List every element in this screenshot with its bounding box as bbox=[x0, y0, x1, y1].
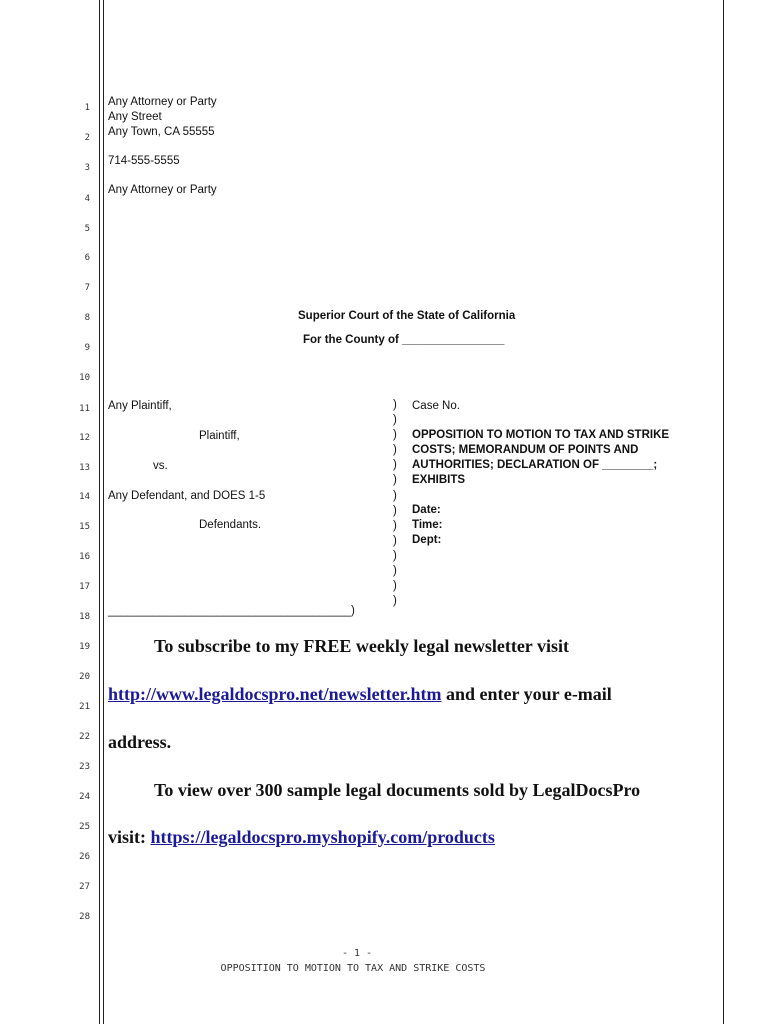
right-margin-rule bbox=[723, 0, 724, 1024]
plaintiff-label: Plaintiff, bbox=[199, 430, 240, 442]
plaintiff-name: Any Plaintiff, bbox=[108, 400, 172, 412]
caption-paren: ) bbox=[393, 595, 397, 608]
caption-paren: ) bbox=[393, 489, 397, 502]
versus: vs. bbox=[153, 460, 168, 472]
case-title-line-2: COSTS; MEMORANDUM OF POINTS AND bbox=[412, 444, 639, 456]
defendant-label: Defendants. bbox=[199, 519, 262, 531]
caption-paren: ) bbox=[393, 534, 397, 547]
documents-line-1: To view over 300 sample legal documents sold by LegalDocsPro bbox=[154, 780, 641, 800]
case-title-line-1: OPPOSITION TO MOTION TO TAX AND STRIKE bbox=[412, 429, 670, 441]
line-number: 1 bbox=[84, 103, 90, 113]
footer-title: OPPOSITION TO MOTION TO TAX AND STRIKE COSTS bbox=[220, 963, 486, 974]
line-number: 4 bbox=[84, 194, 90, 204]
court-county: For the County of ________________ bbox=[303, 334, 505, 346]
line-number: 17 bbox=[79, 582, 90, 592]
footer-page-number: - 1 - bbox=[341, 948, 373, 959]
line-number: 28 bbox=[79, 912, 90, 922]
caption-parentheses bbox=[393, 398, 397, 609]
attorney-phone: 714-555-5555 bbox=[108, 155, 180, 167]
line-number: 21 bbox=[79, 702, 90, 712]
newsletter-link[interactable]: http://www.legaldocspro.net/newsletter.htm bbox=[108, 684, 442, 704]
line-number: 26 bbox=[79, 852, 90, 862]
court-name: Superior Court of the State of California bbox=[298, 310, 516, 322]
caption-paren: ) bbox=[393, 444, 397, 457]
line-number: 6 bbox=[84, 253, 90, 263]
hearing-date: Date: bbox=[412, 504, 441, 516]
caption-paren: ) bbox=[393, 549, 397, 562]
case-title-line-3: AUTHORITIES; DECLARATION OF ________; bbox=[412, 459, 658, 471]
documents-line-2 bbox=[108, 827, 495, 848]
left-margin-rule bbox=[99, 0, 100, 1024]
caption-paren: ) bbox=[393, 429, 397, 442]
left-margin-rule-inner bbox=[103, 0, 104, 1024]
line-number: 12 bbox=[79, 433, 90, 443]
line-number: 22 bbox=[79, 732, 90, 742]
caption-paren: ) bbox=[393, 504, 397, 517]
caption-close-line: ______________________________________) bbox=[108, 605, 355, 617]
case-title-line-4: EXHIBITS bbox=[412, 474, 466, 486]
attorney-for: Any Attorney or Party bbox=[108, 184, 217, 196]
products-link[interactable]: https://legaldocspro.myshopify.com/products bbox=[150, 827, 495, 847]
line-number: 8 bbox=[84, 313, 90, 323]
newsletter-line-2-rest: and enter your e-mail bbox=[441, 684, 612, 704]
hearing-time: Time: bbox=[412, 519, 443, 531]
attorney-street: Any Street bbox=[108, 111, 162, 123]
caption-paren: ) bbox=[393, 580, 397, 593]
line-number: 23 bbox=[79, 762, 90, 772]
attorney-name: Any Attorney or Party bbox=[108, 96, 217, 108]
line-number: 5 bbox=[84, 224, 90, 234]
line-number: 2 bbox=[84, 133, 90, 143]
caption-paren: ) bbox=[393, 565, 397, 578]
caption-paren: ) bbox=[393, 414, 397, 427]
line-number: 3 bbox=[84, 163, 90, 173]
line-number: 20 bbox=[79, 672, 90, 682]
newsletter-line-2 bbox=[108, 684, 612, 705]
line-number: 14 bbox=[79, 492, 90, 502]
line-number: 19 bbox=[79, 642, 90, 652]
line-number: 9 bbox=[84, 343, 90, 353]
line-number: 18 bbox=[79, 612, 90, 622]
newsletter-line-1: To subscribe to my FREE weekly legal newsletter visit bbox=[154, 636, 569, 656]
caption-paren: ) bbox=[393, 459, 397, 472]
line-number: 7 bbox=[84, 283, 90, 293]
line-number: 25 bbox=[79, 822, 90, 832]
line-number: 15 bbox=[79, 522, 90, 532]
documents-prefix: visit: bbox=[108, 827, 151, 847]
newsletter-line-3: address. bbox=[108, 732, 172, 752]
attorney-city: Any Town, CA 55555 bbox=[108, 126, 215, 138]
line-number: 10 bbox=[79, 373, 90, 383]
hearing-dept: Dept: bbox=[412, 534, 442, 546]
case-number: Case No. bbox=[412, 400, 460, 412]
caption-paren: ) bbox=[393, 399, 397, 411]
line-number: 11 bbox=[79, 404, 90, 414]
caption-paren: ) bbox=[393, 519, 397, 532]
line-number: 13 bbox=[79, 463, 90, 473]
defendant-name: Any Defendant, and DOES 1-5 bbox=[108, 490, 266, 502]
caption-paren: ) bbox=[393, 474, 397, 487]
line-number: 16 bbox=[79, 552, 90, 562]
line-number: 27 bbox=[79, 882, 90, 892]
line-number: 24 bbox=[79, 792, 90, 802]
